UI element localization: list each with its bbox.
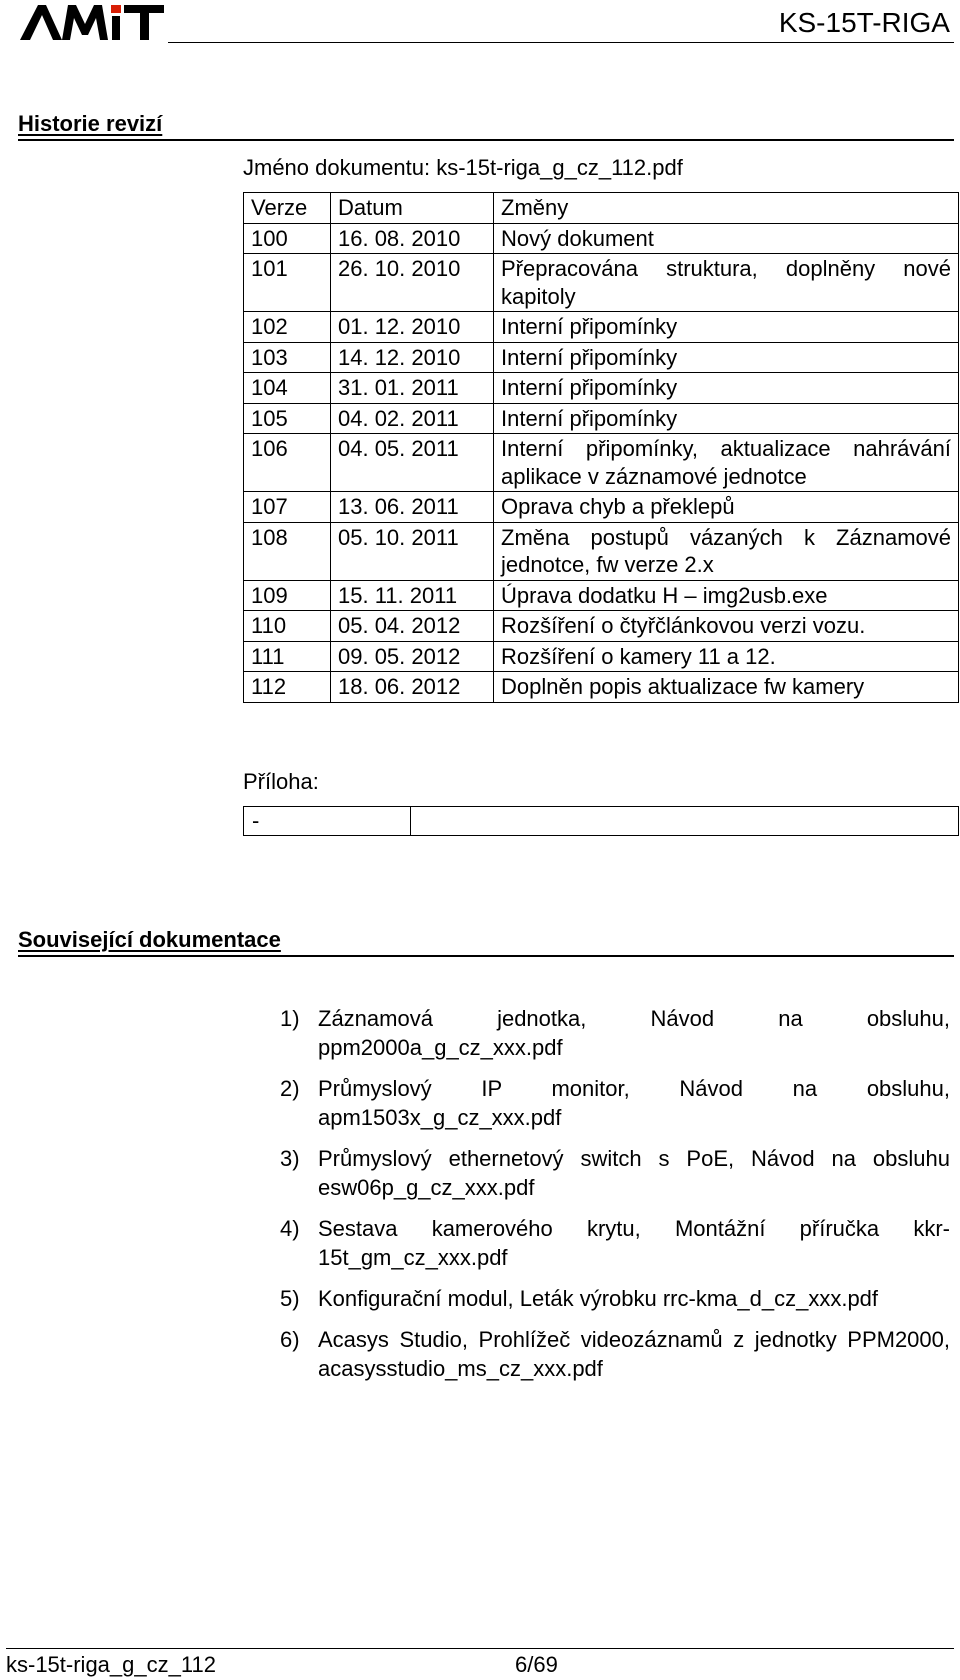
date-cell: 14. 12. 2010 (331, 342, 494, 373)
attachment-table (243, 806, 959, 836)
list-item-number: 5) (280, 1286, 300, 1311)
version-cell: 105 (244, 403, 331, 434)
version-cell: 111 (244, 641, 331, 672)
version-cell: 112 (244, 672, 331, 703)
related-docs-title: Související dokumentace (18, 927, 281, 952)
changes-cell: Interní připomínky (494, 373, 959, 404)
related-docs-rule (18, 955, 954, 957)
attachment-cell-detail (411, 807, 959, 836)
revision-table-body (244, 223, 959, 702)
list-item-text: Sestava kamerového krytu, Montážní příručka kkr-15t_gm_cz_xxx.pdf (318, 1216, 950, 1270)
date-cell: 04. 02. 2011 (331, 403, 494, 434)
list-item-text: Průmyslový IP monitor, Návod na obsluhu, apm1503x_g_cz_xxx.pdf (318, 1076, 950, 1130)
table-row (244, 522, 959, 580)
version-cell: 108 (244, 522, 331, 580)
revision-table (243, 192, 959, 703)
footer-page-number: 6/69 (515, 1652, 558, 1677)
changes-cell: Oprava chyb a překlepů (494, 492, 959, 523)
list-item-number: 1) (280, 1006, 300, 1031)
related-docs-list (280, 1004, 950, 1395)
version-cell: 106 (244, 434, 331, 492)
list-item (280, 1074, 950, 1132)
version-cell: 104 (244, 373, 331, 404)
date-cell: 16. 08. 2010 (331, 223, 494, 254)
table-row (244, 342, 959, 373)
list-item (280, 1004, 950, 1062)
changes-cell: Interní připomínky (494, 342, 959, 373)
attachment-cell-name: - (244, 807, 411, 836)
revision-history-title: Historie revizí (18, 111, 163, 136)
list-item (280, 1214, 950, 1272)
table-row (244, 434, 959, 492)
changes-cell: Interní připomínky, aktualizace nahrávání aplikace v záznamové jednotce (494, 434, 959, 492)
changes-cell: Interní připomínky (494, 403, 959, 434)
table-row (244, 373, 959, 404)
table-row (244, 611, 959, 642)
date-cell: 04. 05. 2011 (331, 434, 494, 492)
header-rule (168, 42, 954, 43)
list-item-number: 2) (280, 1076, 300, 1101)
date-cell: 09. 05. 2012 (331, 641, 494, 672)
date-cell: 31. 01. 2011 (331, 373, 494, 404)
table-row (244, 223, 959, 254)
changes-cell: Rozšíření o kamery 11 a 12. (494, 641, 959, 672)
changes-cell: Přepracována struktura, doplněny nové kapitoly (494, 254, 959, 312)
version-cell: 100 (244, 223, 331, 254)
column-header-date: Datum (331, 193, 494, 224)
table-row (244, 312, 959, 343)
changes-cell: Úprava dodatku H – img2usb.exe (494, 580, 959, 611)
date-cell: 05. 10. 2011 (331, 522, 494, 580)
column-header-changes: Změny (494, 193, 959, 224)
amit-logo (18, 2, 164, 42)
table-row (244, 403, 959, 434)
date-cell: 18. 06. 2012 (331, 672, 494, 703)
date-cell: 26. 10. 2010 (331, 254, 494, 312)
list-item (280, 1284, 950, 1313)
changes-cell: Interní připomínky (494, 312, 959, 343)
document-name: Jméno dokumentu: ks-15t-riga_g_cz_112.pdf (243, 155, 683, 180)
table-row (244, 492, 959, 523)
table-row (244, 641, 959, 672)
version-cell: 103 (244, 342, 331, 373)
list-item-text: Konfigurační modul, Leták výrobku rrc-kma_d_cz_xxx.pdf (318, 1286, 879, 1311)
changes-cell: Doplněn popis aktualizace fw kamery (494, 672, 959, 703)
version-cell: 101 (244, 254, 331, 312)
changes-cell: Změna postupů vázaných k Záznamové jednotce, fw verze 2.x (494, 522, 959, 580)
changes-cell: Rozšíření o čtyřčlánkovou verzi vozu. (494, 611, 959, 642)
column-header-version: Verze (244, 193, 331, 224)
version-cell: 107 (244, 492, 331, 523)
page-header (0, 0, 960, 48)
date-cell: 05. 04. 2012 (331, 611, 494, 642)
list-item (280, 1144, 950, 1202)
footer-file-name: ks-15t-riga_g_cz_112 (6, 1652, 216, 1677)
revision-history-rule (18, 139, 954, 141)
attachment-row (244, 807, 959, 836)
date-cell: 01. 12. 2010 (331, 312, 494, 343)
list-item-number: 4) (280, 1216, 300, 1241)
table-row (244, 580, 959, 611)
list-item-number: 3) (280, 1146, 300, 1171)
revision-table-header (244, 193, 959, 224)
version-cell: 110 (244, 611, 331, 642)
list-item-text: Záznamová jednotka, Návod na obsluhu, ppm2000a_g_cz_xxx.pdf (318, 1006, 950, 1060)
list-item-text: Acasys Studio, Prohlížeč videozáznamů z jednotky PPM2000, acasysstudio_ms_cz_xxx.pdf (318, 1327, 950, 1381)
version-cell: 102 (244, 312, 331, 343)
version-cell: 109 (244, 580, 331, 611)
date-cell: 15. 11. 2011 (331, 580, 494, 611)
changes-cell: Nový dokument (494, 223, 959, 254)
list-item-number: 6) (280, 1327, 300, 1352)
list-item (280, 1325, 950, 1383)
footer-rule (6, 1648, 954, 1649)
date-cell: 13. 06. 2011 (331, 492, 494, 523)
list-item-text: Průmyslový ethernetový switch s PoE, Návod na obsluhu esw06p_g_cz_xxx.pdf (318, 1146, 950, 1200)
table-row (244, 254, 959, 312)
table-row (244, 672, 959, 703)
attachment-label: Příloha: (243, 769, 319, 794)
document-code: KS-15T-RIGA (778, 7, 950, 38)
